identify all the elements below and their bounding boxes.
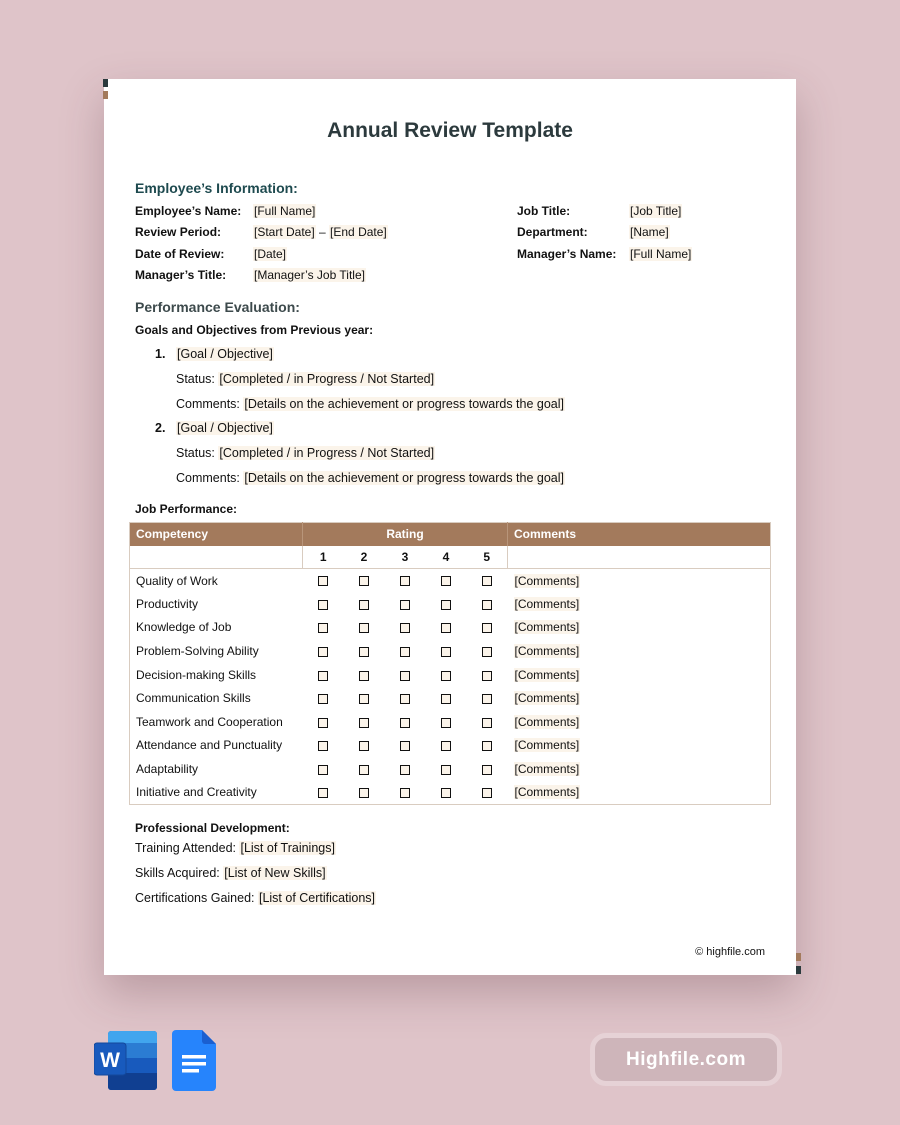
info-row-manager-name	[517, 247, 692, 261]
rating-checkbox-1[interactable]	[318, 671, 328, 681]
competency-name: Problem-Solving Ability	[136, 644, 259, 659]
info-separator: –	[315, 225, 330, 239]
table-row	[130, 616, 771, 640]
goal-status	[176, 446, 435, 460]
comment-field[interactable]: [Comments]	[514, 738, 580, 753]
table-row	[130, 781, 771, 805]
rating-checkbox-3[interactable]	[400, 718, 410, 728]
competency-name: Quality of Work	[136, 573, 218, 588]
info-label: Manager’s Title:	[135, 268, 227, 282]
info-value[interactable]: [Name]	[630, 225, 669, 239]
pd-label: Certifications Gained:	[135, 891, 258, 905]
rating-checkbox-5[interactable]	[482, 576, 492, 586]
rating-scale-label: 2	[344, 546, 385, 569]
rating-checkbox-1[interactable]	[318, 765, 328, 775]
rating-checkbox-4[interactable]	[441, 718, 451, 728]
rating-checkbox-4[interactable]	[441, 765, 451, 775]
rating-checkbox-2[interactable]	[359, 788, 369, 798]
info-row-job-title	[517, 204, 682, 218]
document-page	[104, 79, 796, 975]
microsoft-word-icon[interactable]	[94, 1031, 157, 1090]
comment-field[interactable]: [Comments]	[514, 785, 580, 800]
goal-item	[176, 421, 274, 435]
rating-checkbox-5[interactable]	[482, 600, 492, 610]
comment-field[interactable]: [Comments]	[514, 691, 580, 706]
rating-checkbox-5[interactable]	[482, 765, 492, 775]
rating-checkbox-1[interactable]	[318, 623, 328, 633]
rating-checkbox-3[interactable]	[400, 671, 410, 681]
header-comments: Comments	[508, 523, 771, 546]
competency-name: Teamwork and Cooperation	[136, 714, 283, 729]
pd-item-skills	[135, 866, 327, 880]
rating-checkbox-2[interactable]	[359, 694, 369, 704]
rating-checkbox-3[interactable]	[400, 694, 410, 704]
comment-field[interactable]: [Comments]	[514, 573, 580, 588]
pd-label: Training Attended:	[135, 841, 240, 855]
professional-development-heading: Professional Development:	[135, 821, 290, 835]
rating-checkbox-3[interactable]	[400, 647, 410, 657]
goal-item	[176, 347, 274, 361]
comment-field[interactable]: [Comments]	[514, 667, 580, 682]
goal-value[interactable]: [Goal / Objective]	[177, 421, 273, 435]
goal-status	[176, 372, 435, 386]
rating-scale-label: 4	[426, 546, 467, 569]
rating-checkbox-4[interactable]	[441, 788, 451, 798]
rating-checkbox-4[interactable]	[441, 647, 451, 657]
copyright-footer: © highfile.com	[695, 946, 765, 958]
corner-marker	[103, 91, 108, 99]
pd-value[interactable]: [List of New Skills]	[224, 866, 326, 880]
rating-checkbox-3[interactable]	[400, 600, 410, 610]
rating-checkbox-2[interactable]	[359, 765, 369, 775]
table-row	[130, 734, 771, 758]
corner-marker	[796, 953, 801, 961]
rating-checkbox-5[interactable]	[482, 647, 492, 657]
status-value[interactable]: [Completed / in Progress / Not Started]	[219, 446, 435, 460]
rating-scale-label: 1	[303, 546, 344, 569]
rating-checkbox-1[interactable]	[318, 576, 328, 586]
table-row	[130, 757, 771, 781]
rating-checkbox-2[interactable]	[359, 576, 369, 586]
rating-checkbox-5[interactable]	[482, 741, 492, 751]
info-label: Department:	[517, 225, 588, 239]
rating-checkbox-3[interactable]	[400, 576, 410, 586]
rating-checkbox-2[interactable]	[359, 647, 369, 657]
rating-scale-label: 5	[467, 546, 508, 569]
competency-name: Decision-making Skills	[136, 667, 257, 682]
goals-heading: Goals and Objectives from Previous year:	[135, 323, 374, 337]
pd-label: Skills Acquired:	[135, 866, 224, 880]
competency-name: Adaptability	[136, 762, 199, 777]
goal-number: 1.	[155, 347, 166, 361]
corner-marker	[103, 79, 108, 87]
status-value[interactable]: [Completed / in Progress / Not Started]	[219, 372, 435, 386]
goal-comments	[176, 397, 565, 411]
rating-checkbox-2[interactable]	[359, 718, 369, 728]
rating-checkbox-3[interactable]	[400, 788, 410, 798]
info-value-end[interactable]: [End Date]	[330, 225, 387, 239]
pd-item-certifications	[135, 891, 376, 905]
table-row	[130, 710, 771, 734]
info-row-employee-name	[135, 204, 316, 218]
comment-field[interactable]: [Comments]	[514, 620, 580, 635]
comments-label: Comments:	[176, 471, 244, 485]
status-label: Status:	[176, 372, 219, 386]
header-competency: Competency	[130, 523, 303, 546]
corner-marker	[796, 966, 801, 974]
info-value-start[interactable]: [Start Date]	[254, 225, 315, 239]
comment-field[interactable]: [Comments]	[514, 644, 580, 659]
rating-checkbox-5[interactable]	[482, 623, 492, 633]
pd-item-training	[135, 841, 336, 855]
info-value[interactable]: [Date]	[254, 247, 287, 261]
rating-checkbox-3[interactable]	[400, 765, 410, 775]
info-row-date-of-review	[135, 247, 287, 261]
rating-checkbox-2[interactable]	[359, 623, 369, 633]
status-label: Status:	[176, 446, 219, 460]
info-value[interactable]: [Full Name]	[630, 247, 692, 261]
comments-label: Comments:	[176, 397, 244, 411]
info-value[interactable]: [Full Name]	[254, 204, 316, 218]
rating-checkbox-4[interactable]	[441, 741, 451, 751]
rating-checkbox-4[interactable]	[441, 600, 451, 610]
info-label: Employee’s Name:	[135, 204, 242, 218]
goal-number: 2.	[155, 421, 166, 435]
info-value[interactable]: [Job Title]	[630, 204, 682, 218]
comment-field[interactable]: [Comments]	[514, 596, 580, 611]
rating-checkbox-4[interactable]	[441, 576, 451, 586]
table-header-row	[130, 523, 771, 546]
highfile-brand-badge[interactable]: Highfile.com	[590, 1033, 782, 1086]
rating-checkbox-5[interactable]	[482, 718, 492, 728]
rating-checkbox-1[interactable]	[318, 694, 328, 704]
rating-checkbox-5[interactable]	[482, 694, 492, 704]
job-performance-table	[129, 522, 771, 805]
rating-checkbox-1[interactable]	[318, 718, 328, 728]
rating-checkbox-1[interactable]	[318, 647, 328, 657]
comments-value[interactable]: [Details on the achievement or progress towards the goal]	[244, 397, 565, 411]
pd-value[interactable]: [List of Trainings]	[240, 841, 335, 855]
rating-checkbox-1[interactable]	[318, 600, 328, 610]
goal-value[interactable]: [Goal / Objective]	[177, 347, 273, 361]
word-letter: W	[100, 1049, 120, 1072]
competency-name: Attendance and Punctuality	[136, 738, 283, 753]
table-row	[130, 569, 771, 593]
comment-field[interactable]: [Comments]	[514, 762, 580, 777]
table-row	[130, 639, 771, 663]
rating-checkbox-2[interactable]	[359, 741, 369, 751]
rating-checkbox-2[interactable]	[359, 600, 369, 610]
competency-name: Initiative and Creativity	[136, 785, 257, 800]
competency-name: Knowledge of Job	[136, 620, 232, 635]
info-label: Job Title:	[517, 204, 571, 218]
info-label: Date of Review:	[135, 247, 225, 261]
performance-heading: Performance Evaluation:	[135, 299, 300, 315]
info-label: Review Period:	[135, 225, 222, 239]
info-row-review-period	[135, 225, 388, 239]
google-docs-icon[interactable]	[172, 1030, 216, 1091]
rating-checkbox-2[interactable]	[359, 671, 369, 681]
table-row	[130, 592, 771, 616]
header-rating: Rating	[303, 523, 508, 546]
info-label: Manager’s Name:	[517, 247, 617, 261]
document-title: Annual Review Template	[327, 119, 573, 142]
rating-checkbox-3[interactable]	[400, 623, 410, 633]
pd-value[interactable]: [List of Certifications]	[258, 891, 375, 905]
rating-checkbox-5[interactable]	[482, 788, 492, 798]
competency-name: Communication Skills	[136, 691, 251, 706]
rating-checkbox-1[interactable]	[318, 788, 328, 798]
info-row-manager-title	[135, 268, 366, 282]
rating-checkbox-5[interactable]	[482, 671, 492, 681]
rating-checkbox-4[interactable]	[441, 694, 451, 704]
comment-field[interactable]: [Comments]	[514, 714, 580, 729]
rating-checkbox-1[interactable]	[318, 741, 328, 751]
employee-info-heading: Employee’s Information:	[135, 180, 298, 196]
goal-comments	[176, 471, 565, 485]
competency-name: Productivity	[136, 596, 199, 611]
rating-scale-label: 3	[385, 546, 426, 569]
comments-value[interactable]: [Details on the achievement or progress towards the goal]	[244, 471, 565, 485]
job-performance-heading: Job Performance:	[135, 502, 238, 516]
rating-scale-row	[130, 546, 771, 569]
rating-checkbox-3[interactable]	[400, 741, 410, 751]
table-row	[130, 686, 771, 710]
rating-checkbox-4[interactable]	[441, 671, 451, 681]
rating-checkbox-4[interactable]	[441, 623, 451, 633]
info-value[interactable]: [Manager’s Job Title]	[254, 268, 365, 282]
table-row	[130, 663, 771, 687]
info-row-department	[517, 225, 670, 239]
